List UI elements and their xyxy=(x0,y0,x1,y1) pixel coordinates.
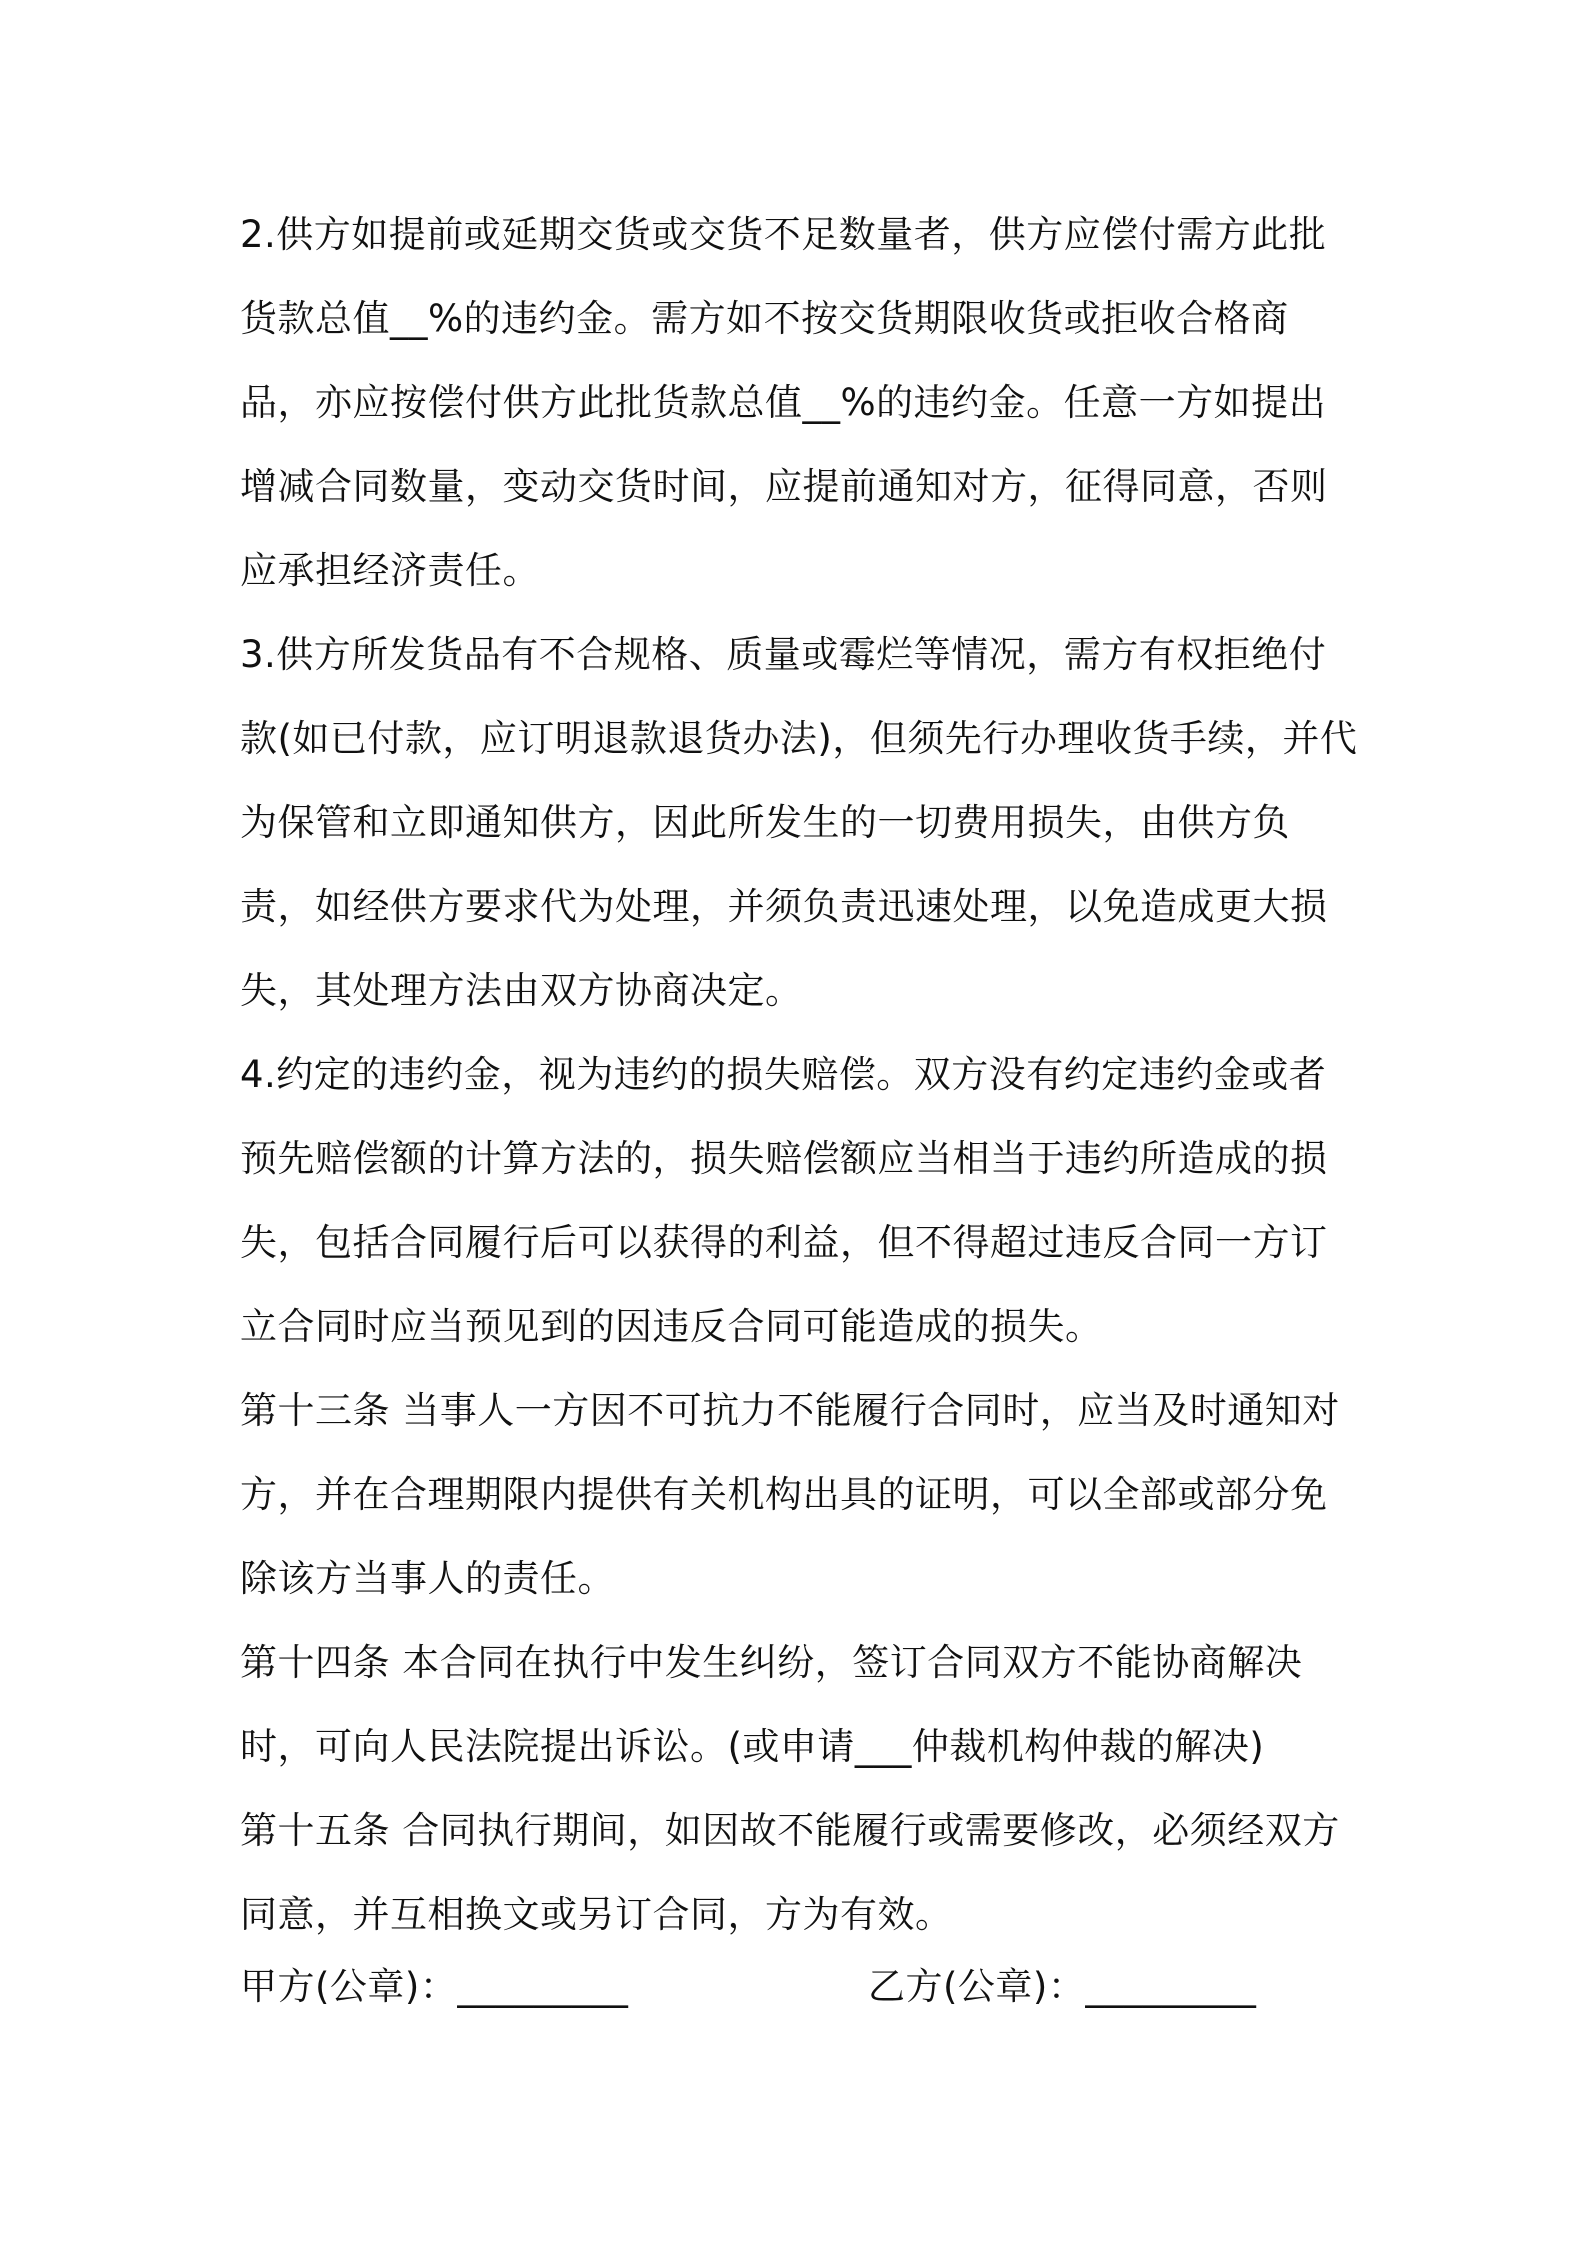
article-15-paragraph: 第十五条 合同执行期间，如因故不能履行或需要修改，必须经双方同意，并互相换文或另订合同，方为有效。 xyxy=(240,1809,1340,1936)
signature-row xyxy=(240,1945,1360,2029)
clause-paragraph: 3.供方所发货品有不合规格、质量或霉烂等情况，需方有权拒绝付款(如已付款，应订明退款退货办法)，但须先行办理收货手续，并代为保管和立即通知供方，因此所发生的一切费用损失，由供方负责，如经供方要求代为处理，并须负责迅速处理，以免造成更大损失，其处理方法由双方协商决定。 xyxy=(240,633,1358,1012)
party-a-seal-line: 甲方(公章)：_________ xyxy=(240,1965,629,2008)
clause-paragraph: 4.约定的违约金，视为违约的损失赔偿。双方没有约定违约金或者预先赔偿额的计算方法的，损失赔偿额应当相当于违约所造成的损失，包括合同履行后可以获得的利益，但不得超过违反合同一方订立合同时应当预见到的因违反合同可能造成的损失。 xyxy=(240,1053,1328,1348)
article-13-paragraph: 第十三条 当事人一方因不可抗力不能履行合同时，应当及时通知对方，并在合理期限内提供有关机构出具的证明，可以全部或部分免除该方当事人的责任。 xyxy=(240,1389,1340,1600)
clause-paragraph: 2.供方如提前或延期交货或交货不足数量者，供方应偿付需方此批货款总值__%的违约金。需方如不按交货期限收货或拒收合格商品，亦应按偿付供方此批货款总值__%的违约金。任意一方如提出增减合同数量，变动交货时间，应提前通知对方，征得同意，否则应承担经济责任。 xyxy=(240,213,1328,592)
contract-body xyxy=(240,193,1360,1957)
article-14-paragraph: 第十四条 本合同在执行中发生纠纷，签订合同双方不能协商解决时，可向人民法院提出诉讼。(或申请___仲裁机构仲裁的解决) xyxy=(240,1641,1303,1768)
party-b-seal-line: 乙方(公章)：_________ xyxy=(868,1965,1257,2008)
